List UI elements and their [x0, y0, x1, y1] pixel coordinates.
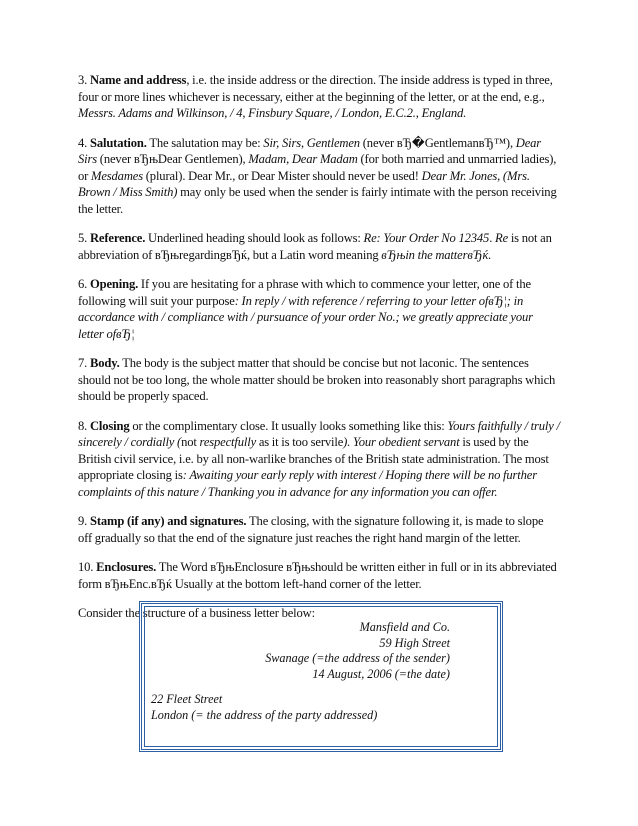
- paragraph-number: 8.: [78, 418, 88, 433]
- paragraph-heading: Closing: [89, 418, 130, 433]
- paragraph-text: is not an abbreviation of вЂњregardingвЂќ, but a Latin word meaning: [78, 231, 552, 262]
- paragraph-list: [78, 72, 560, 592]
- paragraph-text: not: [181, 435, 200, 449]
- paragraph-text: (never вЂњDear Gentlemen),: [97, 152, 249, 166]
- paragraph-number: 7.: [78, 356, 88, 370]
- paragraph-text: or the complimentary close. It usually looks something like this:: [129, 418, 448, 433]
- paragraph-text: ). Your obedient servant: [343, 435, 460, 449]
- addressee-line: 22 Fleet Street: [151, 692, 223, 706]
- paragraph-text: Re: [495, 231, 509, 245]
- paragraph-text: Sir, Sirs, Gentlemen: [263, 135, 360, 150]
- paragraph-number: 4.: [78, 135, 88, 150]
- paragraph-text: may only be used when the sender is fairly intimate with the person receiving the letter.: [78, 185, 557, 216]
- paragraph-text: Re: Your Order No 12345: [363, 231, 490, 245]
- paragraph-text: (plural). Dear Mr., or Dear Mister should never be used!: [142, 168, 422, 183]
- paragraph-text: .: [489, 231, 496, 245]
- paragraph-text: If you are hesitating for a phrase with which to commence your letter, one of the following will suit your purpose: [78, 277, 531, 308]
- paragraph-text: : Awaiting your early reply with interest / Hoping there will be no further complaints of this nature / Thanking you in advance for any information you can offer.: [78, 468, 537, 499]
- sender-line: 59 High Street: [379, 635, 450, 650]
- paragraph-number: 10.: [78, 560, 94, 574]
- paragraph-text: Underlined heading should look as follows:: [145, 231, 364, 245]
- paragraph: [78, 135, 560, 218]
- structure-intro: Consider the structure of a business letter below:: [78, 606, 315, 620]
- addressee-block: [151, 692, 377, 723]
- paragraph-text: The body is the subject matter that should be concise but not laconic. The sentences should not be too long, the whole matter should be broken into reasonably short paragraphs which should be properly spaced.: [78, 356, 556, 403]
- sender-block: [265, 620, 450, 682]
- paragraph-text: respectfully: [199, 435, 257, 449]
- document-body: [78, 72, 560, 636]
- paragraph-text: Mesdames: [91, 168, 143, 183]
- sender-line: Swanage (=the address of the sender): [265, 651, 450, 665]
- sender-line: 14 August, 2006 (=the date): [312, 666, 450, 681]
- paragraph-text: вЂњin the matterвЂќ.: [381, 247, 492, 262]
- paragraph-text: Dear Sirs: [78, 135, 542, 166]
- paragraph-number: 3.: [78, 73, 88, 87]
- paragraph-number: 5.: [78, 231, 88, 245]
- paragraph-text: is used by the British civil service, i.e. by all non-warlike branches of the British state administration. The most appropriate closing is: [78, 435, 549, 482]
- paragraph-text: Messrs. Adams and Wilkinson, / 4, Finsbury Square, / London, E.C.2., England.: [78, 106, 467, 120]
- paragraph: [78, 513, 560, 546]
- paragraph-number: 6.: [78, 277, 88, 291]
- paragraph-text: The closing, with the signature following it, is made to slope off gradually so that the end of the signature just reaches the right hand margin of the letter.: [78, 514, 544, 545]
- paragraph-text: The Word вЂњEnclosure вЂњshould be written either in full or in its abbreviated form вЂњEnc.вЂќ Usually at the bottom left-hand corner of the letter.: [78, 560, 557, 591]
- paragraph-text: (never вЂ�GentlemanвЂ™),: [359, 135, 516, 150]
- letter-structure-box: [139, 601, 503, 752]
- paragraph-heading: Salutation.: [89, 135, 147, 150]
- paragraph-text: , i.e. the inside address or the direction. The inside address is typed in three, four or more lines whichever is necessary, either at the beginning of the letter, or at the end, e.g.,: [78, 73, 553, 104]
- sender-line: Mansfield and Co.: [359, 620, 450, 634]
- paragraph-text: The salutation may be:: [146, 135, 264, 150]
- paragraph-text: : In reply / with reference / referring to your letter ofвЂ¦; in accordance with / compliance with / pursuance of your order No.; we greatly appreciate your letter ofвЂ¦: [78, 293, 533, 341]
- paragraph: [78, 72, 560, 122]
- paragraph-heading: Reference.: [89, 231, 146, 245]
- paragraph-heading: Body.: [89, 356, 120, 370]
- paragraph-heading: Name and address: [89, 73, 187, 87]
- paragraph-heading: Opening.: [89, 277, 139, 291]
- paragraph-text: (for both married and unmarried ladies), or: [78, 152, 557, 183]
- paragraph: [78, 355, 560, 405]
- paragraph-text: Madam, Dear Madam: [248, 152, 358, 166]
- paragraph: [78, 559, 560, 592]
- addressee-line: London (= the address of the party addressed): [151, 707, 378, 722]
- paragraph: [78, 418, 560, 501]
- paragraph: [78, 276, 560, 342]
- paragraph: [78, 230, 560, 263]
- paragraph-text: Dear Mr. Jones, (Mrs. Brown / Miss Smith): [78, 168, 530, 199]
- paragraph-text: Yours faithfully / truly / sincerely / cordially (: [78, 418, 560, 449]
- paragraph-text: as it is too servile: [256, 435, 344, 449]
- paragraph-number: 9.: [78, 514, 88, 528]
- paragraph-heading: Enclosures.: [96, 560, 157, 574]
- paragraph-heading: Stamp (if any) and signatures.: [89, 514, 247, 528]
